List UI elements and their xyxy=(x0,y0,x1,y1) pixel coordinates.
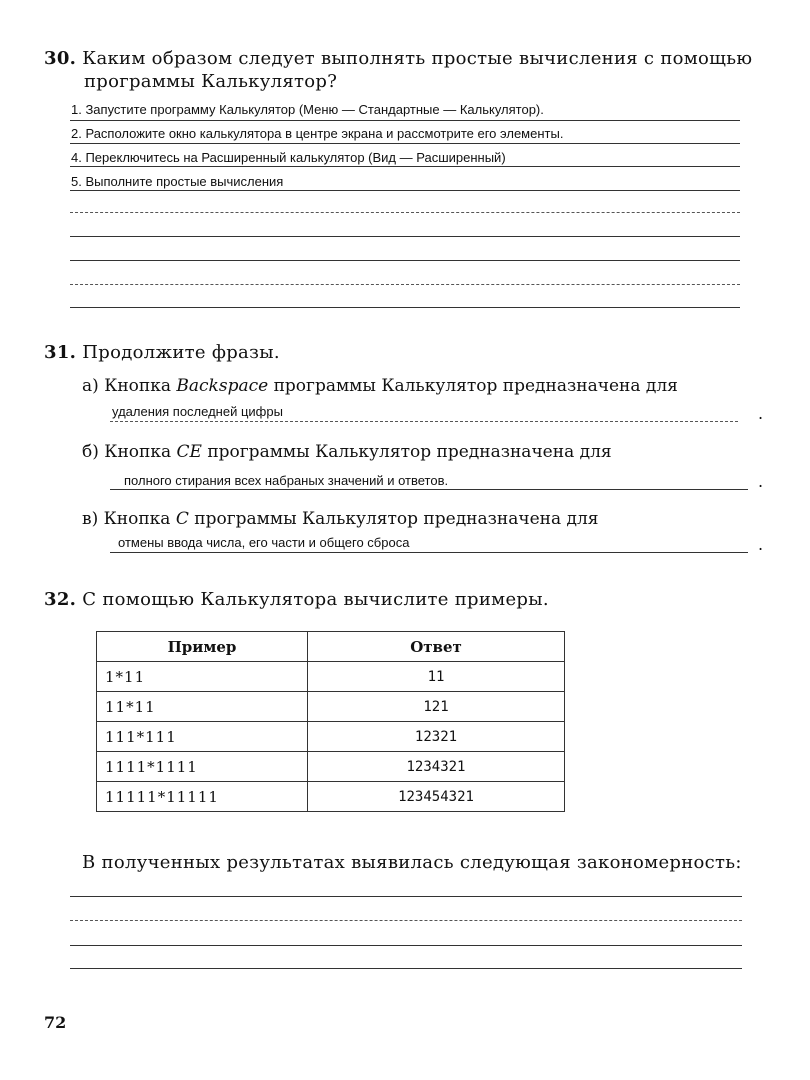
table-row xyxy=(97,752,565,782)
answer-cell: 1234321 xyxy=(308,752,565,782)
table-header-row xyxy=(97,632,565,662)
writing-line xyxy=(110,552,748,553)
writing-line xyxy=(70,120,740,121)
example-cell: 1*11 xyxy=(97,662,308,692)
writing-line xyxy=(70,212,740,213)
writing-line xyxy=(70,284,740,285)
conclusion-prompt: В полученных результатах выявилась следующая закономерность: xyxy=(82,852,742,873)
writing-line xyxy=(70,307,740,308)
phrase-b xyxy=(82,442,612,462)
writing-line xyxy=(110,421,738,422)
writing-line xyxy=(70,190,740,191)
question-30-title xyxy=(44,48,752,69)
phrase-c-answer: отмены ввода числа, его части и общего сброса xyxy=(118,535,410,550)
table-row xyxy=(97,722,565,752)
answer-cell: 11 xyxy=(308,662,565,692)
answer-line-1: 1. Запустите программу Калькулятор (Меню — Стандартные — Калькулятор). xyxy=(71,102,544,117)
table-row xyxy=(97,662,565,692)
answer-cell: 12321 xyxy=(308,722,565,752)
answer-cell: 123454321 xyxy=(308,782,565,812)
answer-line-2: 2. Расположите окно калькулятора в центре экрана и рассмотрите его элементы. xyxy=(71,126,564,141)
question-32-title xyxy=(44,589,549,610)
example-cell: 11*11 xyxy=(97,692,308,722)
question-text: Каким образом следует выполнять простые вычисления с помощью xyxy=(82,48,753,69)
item-marker: б) xyxy=(82,442,99,462)
example-cell: 1111*1111 xyxy=(97,752,308,782)
column-header-answer: Ответ xyxy=(308,632,565,662)
question-number: 30. xyxy=(44,48,77,69)
page-number: 72 xyxy=(44,1013,67,1032)
table-row xyxy=(97,782,565,812)
column-header-example: Пример xyxy=(97,632,308,662)
writing-line xyxy=(70,920,742,921)
writing-line xyxy=(70,968,742,969)
item-text: Кнопка xyxy=(104,442,177,462)
item-text: Кнопка xyxy=(103,509,176,529)
examples-table xyxy=(96,631,565,812)
key-name: CE xyxy=(176,442,202,462)
answer-cell: 121 xyxy=(308,692,565,722)
writing-line xyxy=(110,489,748,490)
question-30-title-cont: программы Калькулятор? xyxy=(84,71,338,92)
period: . xyxy=(758,535,764,554)
item-text: программы Калькулятор предназначена для xyxy=(268,376,678,396)
item-text: программы Калькулятор предназначена для xyxy=(201,442,612,462)
example-cell: 111*111 xyxy=(97,722,308,752)
key-name: Backspace xyxy=(176,376,269,396)
writing-line xyxy=(70,236,740,237)
answer-line-4: 5. Выполните простые вычисления xyxy=(71,174,284,189)
item-text: Кнопка xyxy=(104,376,177,396)
example-cell: 11111*11111 xyxy=(97,782,308,812)
writing-line xyxy=(70,143,740,144)
question-number: 31. xyxy=(44,342,77,363)
phrase-b-answer: полного стирания всех набраных значений и ответов. xyxy=(124,473,449,488)
question-text: Продолжите фразы. xyxy=(82,342,280,363)
writing-line xyxy=(70,896,742,897)
item-text: программы Калькулятор предназначена для xyxy=(188,509,599,529)
writing-line xyxy=(70,166,740,167)
writing-line xyxy=(70,945,742,946)
period: . xyxy=(758,404,764,423)
answer-line-3: 4. Переключитесь на Расширенный калькулятор (Вид — Расширенный) xyxy=(71,150,506,165)
writing-line xyxy=(70,260,740,261)
period: . xyxy=(758,472,764,491)
phrase-a xyxy=(82,376,678,396)
key-name: C xyxy=(175,509,189,529)
question-31-title xyxy=(44,342,280,363)
question-number: 32. xyxy=(44,589,77,610)
item-marker: а) xyxy=(82,376,99,396)
question-text: С помощью Калькулятора вычислите примеры. xyxy=(82,589,549,610)
phrase-c xyxy=(82,509,599,529)
table-row xyxy=(97,692,565,722)
item-marker: в) xyxy=(82,509,99,529)
phrase-a-answer: удаления последней цифры xyxy=(112,404,283,419)
